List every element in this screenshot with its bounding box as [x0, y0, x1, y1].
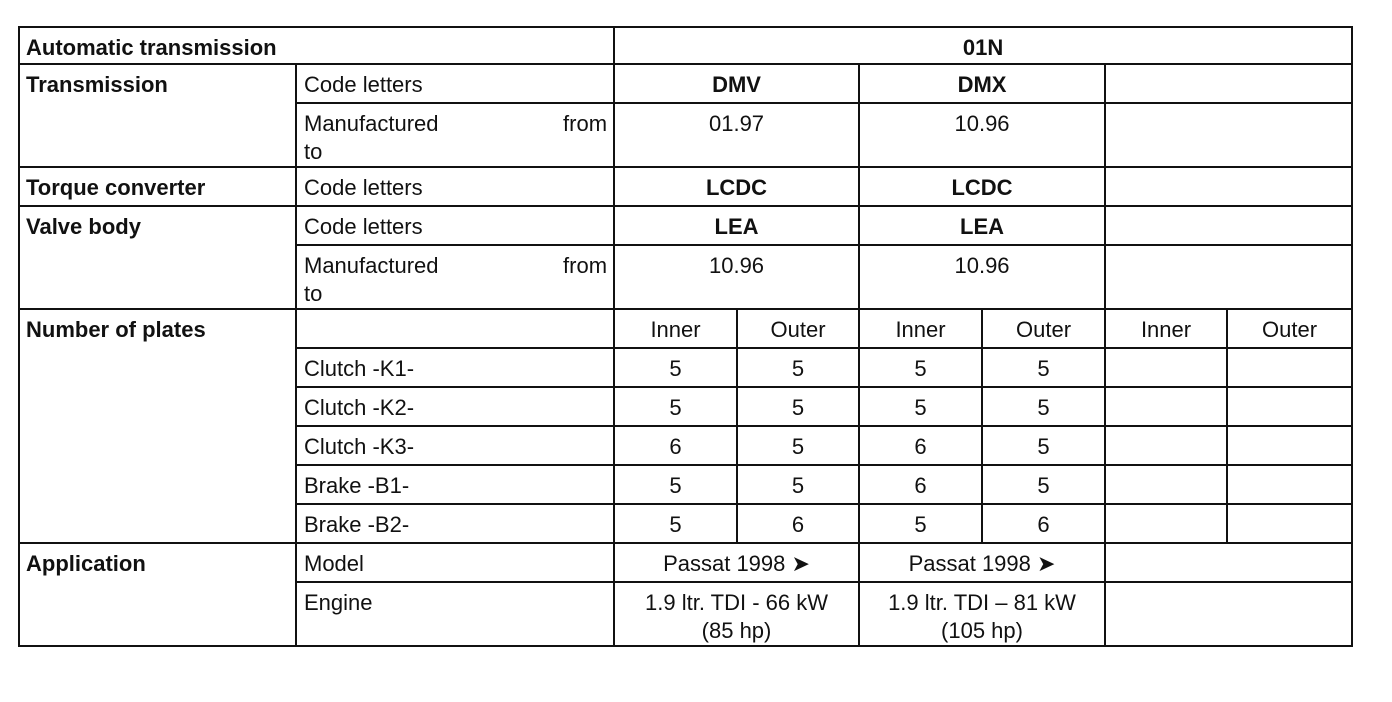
plate-value — [1105, 426, 1227, 465]
application-model-2: Passat 1998 ➤ — [859, 543, 1105, 582]
application-model-label: Model — [296, 543, 614, 582]
valve-body-manufactured-cell — [296, 245, 614, 309]
plates-header-inner: Inner — [859, 309, 982, 348]
valve-body-from-label: from — [563, 253, 608, 278]
transmission-to-label: to — [304, 139, 323, 164]
plate-value: 5 — [859, 504, 982, 543]
plate-value: 5 — [859, 348, 982, 387]
plates-header-outer: Outer — [1227, 309, 1352, 348]
plates-header-row — [19, 309, 1352, 348]
plate-value: 5 — [614, 504, 737, 543]
plate-value: 5 — [737, 348, 859, 387]
plate-row-label: Brake -B1- — [296, 465, 614, 504]
plate-row-label: Clutch -K2- — [296, 387, 614, 426]
plate-value: 5 — [737, 426, 859, 465]
plates-header-blank — [296, 309, 614, 348]
application-engine-1 — [614, 582, 859, 646]
application-model-1: Passat 1998 ➤ — [614, 543, 859, 582]
header-value: 01N — [614, 27, 1352, 64]
application-model-row — [19, 543, 1352, 582]
valve-body-section: Valve body — [19, 206, 296, 309]
torque-converter-code-label: Code letters — [296, 167, 614, 206]
valve-body-manufactured-1: 10.96 — [614, 245, 859, 309]
valve-body-manufactured-3 — [1105, 245, 1352, 309]
plate-value: 5 — [737, 387, 859, 426]
transmission-from-label: from — [563, 111, 608, 136]
plate-row-label: Clutch -K1- — [296, 348, 614, 387]
plate-value — [1227, 465, 1352, 504]
valve-body-code-3 — [1105, 206, 1352, 245]
plate-value: 5 — [982, 348, 1105, 387]
plate-value — [1105, 348, 1227, 387]
transmission-manufactured-3 — [1105, 103, 1352, 167]
transmission-section: Transmission — [19, 64, 296, 167]
transmission-manufactured-label: Manufactured — [304, 111, 439, 136]
plates-header-outer: Outer — [982, 309, 1105, 348]
header-row — [19, 27, 1352, 64]
plate-value: 6 — [737, 504, 859, 543]
plate-value: 5 — [614, 387, 737, 426]
plate-value: 5 — [737, 465, 859, 504]
torque-converter-section: Torque converter — [19, 167, 296, 206]
transmission-code-1: DMV — [614, 64, 859, 103]
plate-value — [1227, 387, 1352, 426]
plate-value: 5 — [982, 426, 1105, 465]
plate-value: 5 — [982, 387, 1105, 426]
valve-body-code-label: Code letters — [296, 206, 614, 245]
plate-value: 5 — [614, 465, 737, 504]
torque-converter-code-2: LCDC — [859, 167, 1105, 206]
valve-body-code-2: LEA — [859, 206, 1105, 245]
plate-row-label: Brake -B2- — [296, 504, 614, 543]
transmission-manufactured-1: 01.97 — [614, 103, 859, 167]
plate-value — [1227, 504, 1352, 543]
engine-line-1: 1.9 ltr. TDI - 66 kW — [645, 590, 828, 615]
valve-body-code-row — [19, 206, 1352, 245]
plate-value: 6 — [982, 504, 1105, 543]
plate-value — [1105, 504, 1227, 543]
plate-value — [1105, 465, 1227, 504]
application-engine-2 — [859, 582, 1105, 646]
plate-value: 5 — [982, 465, 1105, 504]
plate-value: 5 — [859, 387, 982, 426]
plates-header-outer: Outer — [737, 309, 859, 348]
engine-line-2: (85 hp) — [701, 618, 772, 643]
transmission-code-2: DMX — [859, 64, 1105, 103]
plate-value: 5 — [614, 348, 737, 387]
valve-body-manufactured-2: 10.96 — [859, 245, 1105, 309]
engine-line-2: (105 hp) — [941, 618, 1023, 643]
transmission-code-label: Code letters — [296, 64, 614, 103]
torque-converter-row — [19, 167, 1352, 206]
transmission-code-row — [19, 64, 1352, 103]
transmission-spec-table — [18, 26, 1353, 647]
plate-value: 6 — [859, 465, 982, 504]
plates-header-inner: Inner — [1105, 309, 1227, 348]
transmission-code-3 — [1105, 64, 1352, 103]
plates-header-inner: Inner — [614, 309, 737, 348]
plate-value — [1227, 348, 1352, 387]
plates-section: Number of plates — [19, 309, 296, 543]
plate-value: 6 — [614, 426, 737, 465]
application-section: Application — [19, 543, 296, 646]
application-engine-3 — [1105, 582, 1352, 646]
torque-converter-code-1: LCDC — [614, 167, 859, 206]
valve-body-code-1: LEA — [614, 206, 859, 245]
engine-line-1: 1.9 ltr. TDI – 81 kW — [888, 590, 1076, 615]
transmission-manufactured-cell — [296, 103, 614, 167]
plate-row-label: Clutch -K3- — [296, 426, 614, 465]
valve-body-to-label: to — [304, 281, 323, 306]
header-label: Automatic transmission — [19, 27, 614, 64]
transmission-manufactured-2: 10.96 — [859, 103, 1105, 167]
application-model-3 — [1105, 543, 1352, 582]
plate-value — [1227, 426, 1352, 465]
plate-value — [1105, 387, 1227, 426]
application-engine-label: Engine — [296, 582, 614, 646]
torque-converter-code-3 — [1105, 167, 1352, 206]
plate-value: 6 — [859, 426, 982, 465]
valve-body-manufactured-label: Manufactured — [304, 253, 439, 278]
